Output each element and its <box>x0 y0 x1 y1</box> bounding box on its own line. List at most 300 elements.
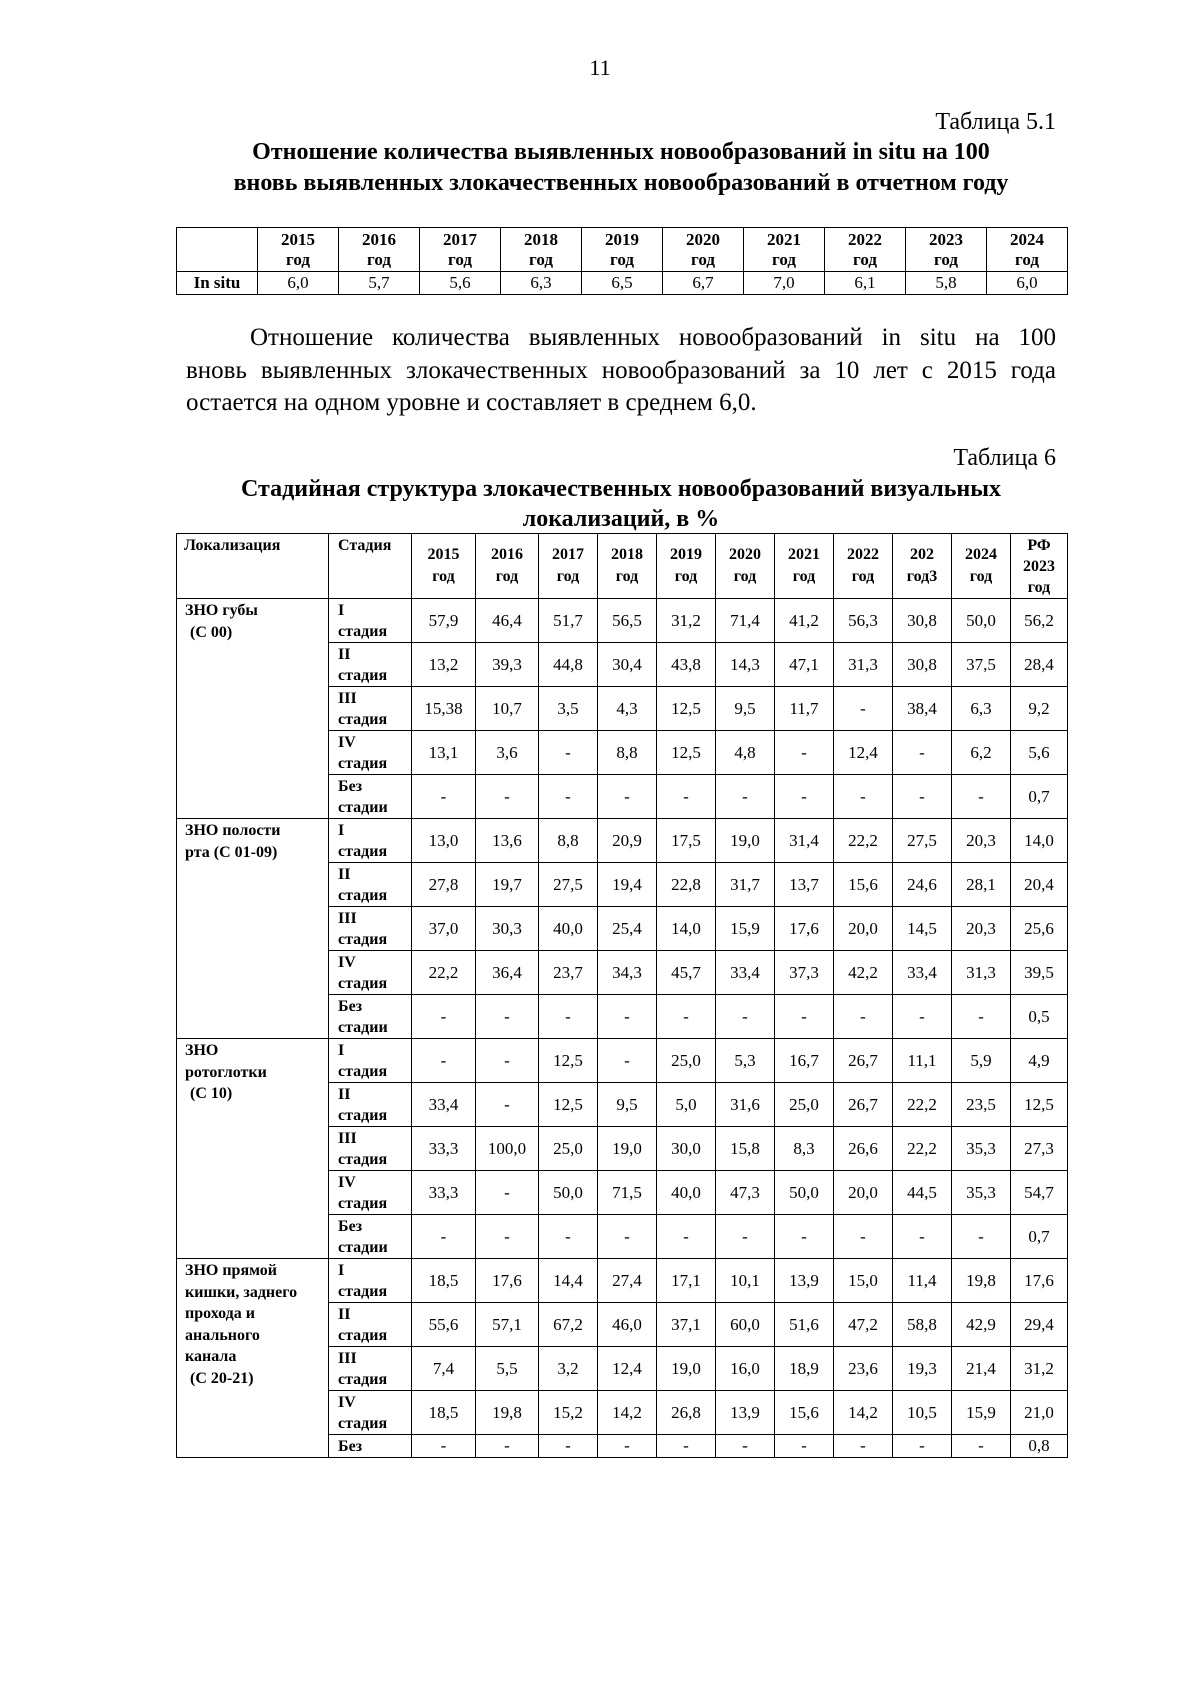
stage-cell <box>329 995 412 1039</box>
stage-value-cell: 20,4 <box>1011 863 1068 907</box>
stage-value-cell: 33,3 <box>412 1127 476 1171</box>
stage-line: Без <box>338 1218 363 1235</box>
stage-cell <box>329 1083 412 1127</box>
stage-value-cell: - <box>476 1171 539 1215</box>
stage-value-cell: 4,8 <box>716 731 775 775</box>
stage-line: стадия <box>338 755 388 772</box>
stage-value-cell: 19,8 <box>952 1259 1011 1303</box>
stage-value-cell: - <box>539 1435 598 1458</box>
stage-cell <box>329 1215 412 1259</box>
stage-value-cell: 26,7 <box>834 1039 893 1083</box>
in-situ-value-cell: 6,0 <box>258 272 339 295</box>
stage-value-cell: 23,5 <box>952 1083 1011 1127</box>
stage-value-cell: 0,5 <box>1011 995 1068 1039</box>
stage-value-cell: 14,5 <box>893 907 952 951</box>
stage-value-cell: 30,0 <box>657 1127 716 1171</box>
in-situ-value-cell: 5,6 <box>420 272 501 295</box>
stage-cell <box>329 1435 412 1458</box>
year-header-cell <box>716 534 775 599</box>
stage-line: стадии <box>338 799 388 816</box>
header-year: 2021 <box>767 229 801 249</box>
stage-value-cell: 6,3 <box>952 687 1011 731</box>
stage-value-cell: 27,5 <box>893 819 952 863</box>
in-situ-corner-cell <box>177 228 258 272</box>
localization-line: ЗНО прямой <box>185 1262 278 1279</box>
header-unit: год <box>853 249 877 269</box>
stage-value-cell: 15,38 <box>412 687 476 731</box>
stage-value-cell: 27,4 <box>598 1259 657 1303</box>
stage-value-cell: - <box>834 775 893 819</box>
stage-value-cell: - <box>893 995 952 1039</box>
stage-value-cell: 4,9 <box>1011 1039 1068 1083</box>
stage-value-cell: 33,4 <box>412 1083 476 1127</box>
stage-value-cell: 22,2 <box>893 1127 952 1171</box>
stage-value-cell: 35,3 <box>952 1127 1011 1171</box>
stage-value-cell: 5,9 <box>952 1039 1011 1083</box>
stage-line: стадии <box>338 1239 388 1256</box>
stage-value-cell: 18,5 <box>412 1259 476 1303</box>
stage-value-cell: 22,2 <box>834 819 893 863</box>
stage-value-cell: 13,1 <box>412 731 476 775</box>
stage-value-cell: - <box>598 1039 657 1083</box>
stage-value-cell: - <box>412 1215 476 1259</box>
stage-row <box>177 1259 1068 1303</box>
year-header-cell <box>663 228 744 272</box>
stage-value-cell: 11,7 <box>775 687 834 731</box>
localization-line: (С 20-21) <box>190 1369 254 1387</box>
localization-cell <box>177 599 329 819</box>
stage-value-cell: 8,3 <box>775 1127 834 1171</box>
year-header-cell <box>1011 534 1068 599</box>
stage-value-cell: 55,6 <box>412 1303 476 1347</box>
stage-value-cell: 20,0 <box>834 907 893 951</box>
stage-value-cell: 17,6 <box>1011 1259 1068 1303</box>
in-situ-value-cell: 6,1 <box>825 272 906 295</box>
stage-value-cell: 13,6 <box>476 819 539 863</box>
stage-value-cell: - <box>775 995 834 1039</box>
header-line: год <box>969 568 993 585</box>
stage-line: стадия <box>338 931 388 948</box>
stage-line: III <box>338 910 357 927</box>
stage-value-cell: 42,9 <box>952 1303 1011 1347</box>
header-year: 2018 <box>524 229 558 249</box>
stage-value-cell: 22,2 <box>412 951 476 995</box>
stage-value-cell: - <box>893 1215 952 1259</box>
stage-line: IV <box>338 734 356 751</box>
stage-value-cell: 8,8 <box>598 731 657 775</box>
stage-value-cell: 14,0 <box>657 907 716 951</box>
stage-value-cell: 13,0 <box>412 819 476 863</box>
stage-value-cell: - <box>716 995 775 1039</box>
stage-value-cell: 29,4 <box>1011 1303 1068 1347</box>
localization-line: ротоглотки <box>185 1063 267 1081</box>
stage-value-cell: 10,5 <box>893 1391 952 1435</box>
header-line: год <box>556 568 580 585</box>
stage-value-cell: - <box>893 731 952 775</box>
stage-value-cell: 5,5 <box>476 1347 539 1391</box>
stage-cell <box>329 1347 412 1391</box>
stage-value-cell: 25,0 <box>657 1039 716 1083</box>
stage-value-cell: 15,2 <box>539 1391 598 1435</box>
header-year: 2022 <box>848 229 882 249</box>
stage-cell <box>329 863 412 907</box>
header-unit: год <box>934 249 958 269</box>
header-year: 2024 <box>1010 229 1044 249</box>
in-situ-value-cell: 5,7 <box>339 272 420 295</box>
stage-value-cell: 33,4 <box>716 951 775 995</box>
stage-value-cell: - <box>775 775 834 819</box>
stage-value-cell: 47,3 <box>716 1171 775 1215</box>
stage-value-cell: 21,0 <box>1011 1391 1068 1435</box>
header-line: 2018 <box>611 546 643 563</box>
stage-value-cell: 16,7 <box>775 1039 834 1083</box>
stage-value-cell: 14,4 <box>539 1259 598 1303</box>
year-header-cell <box>893 534 952 599</box>
stage-value-cell: - <box>657 1435 716 1458</box>
localization-line: анального <box>185 1326 260 1344</box>
stage-value-cell: 9,5 <box>716 687 775 731</box>
stage-line: Без <box>338 1438 363 1455</box>
stage-value-cell: - <box>539 995 598 1039</box>
stage-value-cell: 27,5 <box>539 863 598 907</box>
stage-value-cell: 28,4 <box>1011 643 1068 687</box>
in-situ-header-row <box>177 228 1068 272</box>
localization-header: Локализация <box>177 534 329 599</box>
stage-value-cell: 4,3 <box>598 687 657 731</box>
year-header-cell <box>339 228 420 272</box>
stage-value-cell: 7,4 <box>412 1347 476 1391</box>
stage-value-cell: 25,0 <box>539 1127 598 1171</box>
header-year: 2020 <box>686 229 720 249</box>
header-line: 2023 <box>1023 557 1055 575</box>
table-body <box>177 534 1068 1458</box>
stage-row <box>177 599 1068 643</box>
stage-value-cell: 0,7 <box>1011 1215 1068 1259</box>
stage-line: стадии <box>338 1019 388 1036</box>
stage-value-cell: 21,4 <box>952 1347 1011 1391</box>
stage-value-cell: 31,2 <box>1011 1347 1068 1391</box>
stage-value-cell: - <box>952 1215 1011 1259</box>
stage-value-cell: 51,6 <box>775 1303 834 1347</box>
stage-value-cell: - <box>412 775 476 819</box>
stage-line: стадия <box>338 1107 388 1124</box>
stage-value-cell: - <box>775 1215 834 1259</box>
stage-cell <box>329 1259 412 1303</box>
in-situ-value-cell: 6,0 <box>987 272 1068 295</box>
stage-row <box>177 1039 1068 1083</box>
header-unit: год <box>529 249 553 269</box>
stage-structure-table <box>176 533 1068 1458</box>
stage-line: I <box>338 1262 345 1279</box>
stage-value-cell: - <box>952 775 1011 819</box>
in-situ-value-cell: 6,5 <box>582 272 663 295</box>
stage-value-cell: 12,5 <box>1011 1083 1068 1127</box>
localization-line: ЗНО губы <box>185 602 258 619</box>
stage-value-cell: 50,0 <box>952 599 1011 643</box>
stage-cell <box>329 1127 412 1171</box>
header-line: год <box>432 568 455 585</box>
stage-value-cell: 19,3 <box>893 1347 952 1391</box>
stage-value-cell: 40,0 <box>657 1171 716 1215</box>
stage-line: стадия <box>338 1415 388 1432</box>
stage-value-cell: 57,1 <box>476 1303 539 1347</box>
stage-value-cell: - <box>412 995 476 1039</box>
stage-value-cell: 12,5 <box>657 687 716 731</box>
stage-value-cell: 17,1 <box>657 1259 716 1303</box>
stage-value-cell: 11,4 <box>893 1259 952 1303</box>
stage-value-cell: 25,6 <box>1011 907 1068 951</box>
stage-table-header-row <box>177 534 1068 599</box>
stage-value-cell: 17,6 <box>476 1259 539 1303</box>
year-header-cell <box>539 534 598 599</box>
stage-cell <box>329 819 412 863</box>
header-line: 202 <box>910 546 934 563</box>
title-line: локализаций, в % <box>522 506 720 532</box>
stage-line: II <box>338 866 351 883</box>
stage-value-cell: 23,6 <box>834 1347 893 1391</box>
stage-line: Без <box>338 998 363 1015</box>
stage-value-cell: 47,2 <box>834 1303 893 1347</box>
stage-value-cell: 19,0 <box>716 819 775 863</box>
stage-value-cell: 28,1 <box>952 863 1011 907</box>
header-line: год <box>495 568 519 585</box>
stage-value-cell: - <box>539 731 598 775</box>
stage-value-cell: - <box>657 775 716 819</box>
stage-cell <box>329 1303 412 1347</box>
stage-value-cell: 19,4 <box>598 863 657 907</box>
stage-value-cell: 14,2 <box>598 1391 657 1435</box>
header-year: 2016 <box>362 229 396 249</box>
localization-line: прохода и <box>185 1305 255 1322</box>
stage-value-cell: 38,4 <box>893 687 952 731</box>
stage-line: II <box>338 1086 351 1103</box>
header-year: 2017 <box>443 229 477 249</box>
stage-value-cell: 0,8 <box>1011 1435 1068 1458</box>
stage-value-cell: - <box>476 1435 539 1458</box>
stage-value-cell: 37,3 <box>775 951 834 995</box>
stage-cell <box>329 643 412 687</box>
stage-value-cell: 33,4 <box>893 951 952 995</box>
stage-value-cell: 43,8 <box>657 643 716 687</box>
header-unit: год <box>286 249 310 269</box>
stage-cell <box>329 599 412 643</box>
stage-value-cell: 10,1 <box>716 1259 775 1303</box>
stage-value-cell: 12,5 <box>657 731 716 775</box>
stage-value-cell: - <box>598 1435 657 1458</box>
stage-value-cell: 46,0 <box>598 1303 657 1347</box>
stage-line: III <box>338 690 357 707</box>
header-unit: год <box>610 249 634 269</box>
year-header-cell <box>598 534 657 599</box>
stage-value-cell: 3,6 <box>476 731 539 775</box>
table-6-caption: Таблица 6 <box>953 445 1056 471</box>
stage-value-cell: - <box>952 995 1011 1039</box>
stage-value-cell: 0,7 <box>1011 775 1068 819</box>
header-line: год <box>674 568 698 585</box>
page-number: 11 <box>589 55 611 80</box>
header-year: 2019 <box>605 229 639 249</box>
year-header-cell <box>906 228 987 272</box>
paragraph-line: Отношение количества выявленных новообразований in situ на 100 <box>250 324 1056 351</box>
in-situ-value-cell: 5,8 <box>906 272 987 295</box>
stage-line: стадия <box>338 887 388 904</box>
stage-value-cell: 27,8 <box>412 863 476 907</box>
stage-value-cell: 44,8 <box>539 643 598 687</box>
stage-value-cell: 3,2 <box>539 1347 598 1391</box>
stage-value-cell: 13,2 <box>412 643 476 687</box>
header-line: год <box>1027 578 1051 596</box>
header-line: 2019 <box>670 546 702 563</box>
stage-line: IV <box>338 954 356 971</box>
localization-line: кишки, заднего <box>185 1283 298 1301</box>
summary-paragraph <box>186 322 1056 420</box>
in-situ-value-cell: 7,0 <box>744 272 825 295</box>
header-line: год <box>851 568 875 585</box>
in-situ-value-cell: 6,3 <box>501 272 582 295</box>
stage-value-cell: 13,7 <box>775 863 834 907</box>
stage-value-cell: 39,3 <box>476 643 539 687</box>
stage-value-cell: - <box>657 995 716 1039</box>
stage-value-cell: 14,2 <box>834 1391 893 1435</box>
stage-value-cell: 45,7 <box>657 951 716 995</box>
localization-line: (С 10) <box>190 1085 233 1102</box>
stage-line: стадия <box>338 1195 388 1212</box>
stage-value-cell: 11,1 <box>893 1039 952 1083</box>
stage-value-cell: 31,7 <box>716 863 775 907</box>
title-line: Отношение количества выявленных новообразований in situ на 100 <box>252 139 990 165</box>
stage-value-cell: 56,5 <box>598 599 657 643</box>
stage-value-cell: 12,5 <box>539 1083 598 1127</box>
stage-value-cell: 26,7 <box>834 1083 893 1127</box>
stage-value-cell: 20,3 <box>952 907 1011 951</box>
table-5-1-title <box>186 137 1056 199</box>
stage-value-cell: 40,0 <box>539 907 598 951</box>
header-line: год <box>615 568 639 585</box>
year-header-cell <box>476 534 539 599</box>
in-situ-data-row <box>177 272 1068 295</box>
stage-value-cell: 15,9 <box>952 1391 1011 1435</box>
stage-value-cell: - <box>598 1215 657 1259</box>
stage-value-cell: 44,5 <box>893 1171 952 1215</box>
year-header-cell <box>834 534 893 599</box>
header-line: год <box>792 568 816 585</box>
stage-line: стадия <box>338 1063 388 1080</box>
stage-value-cell: 15,6 <box>775 1391 834 1435</box>
stage-value-cell: 30,8 <box>893 599 952 643</box>
stage-value-cell: 58,8 <box>893 1303 952 1347</box>
stage-line: стадия <box>338 975 388 992</box>
table-6-title <box>186 474 1056 534</box>
stage-value-cell: 8,8 <box>539 819 598 863</box>
year-header-cell <box>412 534 476 599</box>
paragraph-line: вновь выявленных злокачественных новообразований за 10 лет с 2015 года <box>186 356 1056 384</box>
stage-row <box>177 819 1068 863</box>
localization-line: (С 00) <box>190 623 233 641</box>
stage-value-cell: 15,9 <box>716 907 775 951</box>
stage-cell <box>329 1039 412 1083</box>
in-situ-value-cell: 6,7 <box>663 272 744 295</box>
stage-cell <box>329 775 412 819</box>
stage-line: III <box>338 1130 357 1147</box>
stage-value-cell: - <box>598 995 657 1039</box>
header-line: 2016 <box>491 546 523 563</box>
stage-value-cell: 6,2 <box>952 731 1011 775</box>
stage-value-cell: 35,3 <box>952 1171 1011 1215</box>
stage-value-cell: 25,4 <box>598 907 657 951</box>
stage-value-cell: 17,6 <box>775 907 834 951</box>
year-header-cell <box>987 228 1068 272</box>
stage-value-cell: 37,1 <box>657 1303 716 1347</box>
stage-value-cell: 31,3 <box>834 643 893 687</box>
stage-line: I <box>338 602 345 619</box>
stage-value-cell: 14,0 <box>1011 819 1068 863</box>
stage-value-cell: 56,2 <box>1011 599 1068 643</box>
header-unit: год <box>691 249 715 269</box>
stage-value-cell: 33,3 <box>412 1171 476 1215</box>
stage-value-cell: 15,6 <box>834 863 893 907</box>
header-unit: год <box>772 249 796 269</box>
stage-value-cell: 50,0 <box>539 1171 598 1215</box>
stage-value-cell: - <box>476 1215 539 1259</box>
stage-value-cell: 18,9 <box>775 1347 834 1391</box>
stage-line: I <box>338 822 345 839</box>
stage-value-cell: 16,0 <box>716 1347 775 1391</box>
stage-line: стадия <box>338 667 388 684</box>
header-line: 2022 <box>847 546 879 563</box>
localization-cell <box>177 1259 329 1458</box>
in-situ-row-label: In situ <box>177 272 258 295</box>
stage-value-cell: - <box>539 1215 598 1259</box>
table-body <box>177 228 1068 295</box>
header-line: 2020 <box>729 546 761 563</box>
table-5-1-caption: Таблица 5.1 <box>935 109 1056 135</box>
title-line: вновь выявленных злокачественных новообразований в отчетном году <box>233 170 1009 196</box>
stage-value-cell: 60,0 <box>716 1303 775 1347</box>
year-header-cell <box>775 534 834 599</box>
stage-value-cell: 36,4 <box>476 951 539 995</box>
stage-value-cell: - <box>893 1435 952 1458</box>
stage-value-cell: - <box>716 1215 775 1259</box>
stage-cell <box>329 1171 412 1215</box>
stage-value-cell: - <box>716 1435 775 1458</box>
localization-cell <box>177 1039 329 1259</box>
stage-value-cell: 23,7 <box>539 951 598 995</box>
stage-line: IV <box>338 1394 356 1411</box>
stage-value-cell: 31,2 <box>657 599 716 643</box>
stage-value-cell: 46,4 <box>476 599 539 643</box>
stage-value-cell: 13,9 <box>716 1391 775 1435</box>
stage-value-cell: - <box>412 1435 476 1458</box>
stage-value-cell: 22,8 <box>657 863 716 907</box>
year-header-cell <box>582 228 663 272</box>
stage-cell <box>329 951 412 995</box>
stage-value-cell: 12,4 <box>598 1347 657 1391</box>
stage-value-cell: 34,3 <box>598 951 657 995</box>
stage-value-cell: 50,0 <box>775 1171 834 1215</box>
year-header-cell <box>501 228 582 272</box>
stage-value-cell: 51,7 <box>539 599 598 643</box>
stage-line: стадия <box>338 623 388 640</box>
stage-value-cell: 15,8 <box>716 1127 775 1171</box>
stage-value-cell: 31,6 <box>716 1083 775 1127</box>
stage-value-cell: 5,6 <box>1011 731 1068 775</box>
stage-value-cell: 20,9 <box>598 819 657 863</box>
stage-value-cell: - <box>476 1039 539 1083</box>
stage-value-cell: - <box>539 775 598 819</box>
header-year: 2023 <box>929 229 963 249</box>
localization-line: канала <box>185 1348 237 1365</box>
stage-value-cell: 31,3 <box>952 951 1011 995</box>
